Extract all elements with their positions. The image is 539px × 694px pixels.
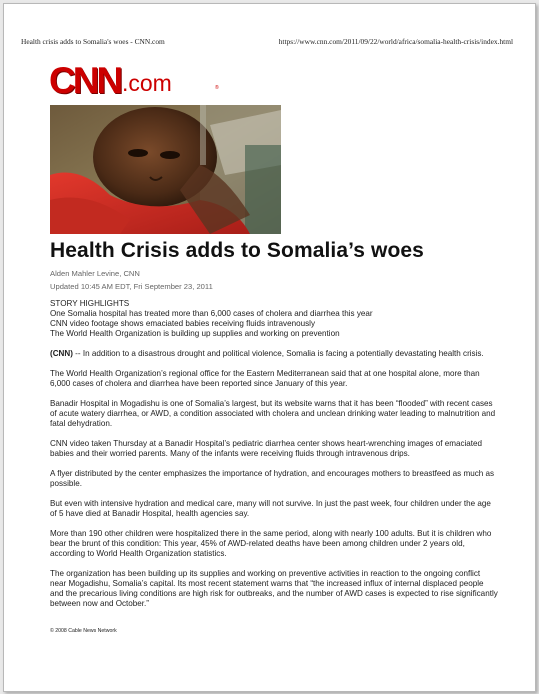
lead-text: -- In addition to a disastrous drought and political violence, Somalia is facing a potentially devastating health crisis. [72,349,484,358]
article-paragraph: Banadir Hospital in Mogadishu is one of Somalia’s largest, but its website warns that it has been “flooded” with recent cases of acute watery diarrhea, or AWD, a condition associated with cholera and unclean drinking water leading to malnutrition and fatal dehydration. [50,399,496,428]
print-header-url: https://www.cnn.com/2011/09/22/world/africa/somalia-health-crisis/index.html [278,37,513,46]
article-byline: Alden Mahler Levine, CNN [50,269,140,278]
article-photo [50,105,281,234]
article-body [50,299,498,619]
document-page [3,3,536,692]
article-updated-timestamp: Updated 10:45 AM EDT, Fri September 23, 2011 [50,282,213,291]
logo-suffix: .com [122,70,172,96]
print-header [21,37,513,49]
article-headline: Health Crisis adds to Somalia’s woes [50,239,424,262]
article-paragraph: But even with intensive hydration and medical care, many will not survive. In just the past week, four children under the age of 5 have died at Banadir Hospital, health agencies say. [50,499,491,518]
story-highlights-list [50,309,498,339]
article-paragraph: More than 190 other children were hospitalized there in the same period, along with nearly 100 adults. But it is children who bear the brunt of this condition: This year, 45% of AWD-related deaths have been among children under 2 years old, according to World Health Organization statistics. [50,529,492,558]
highlight-item: CNN video footage shows emaciated babies receiving fluids intravenously [50,319,315,328]
lead-paragraph [50,349,498,359]
article-paragraph: A flyer distributed by the center emphasizes the importance of hydration, and encourages mothers to breastfeed as much as possible. [50,469,495,488]
article-paragraph: CNN video taken Thursday at a Banadir Hospital’s pediatric diarrhea center shows heart-wrenching images of emaciated babies and their worried parents. Many of the infants were receiving fluids through intravenous drips. [50,439,483,458]
copyright-notice: © 2008 Cable News Network [50,628,117,634]
highlight-item: One Somalia hospital has treated more than 6,000 cases of cholera and diarrhea this year [50,309,373,318]
logo-brand: CNN [49,60,121,101]
print-header-title: Health crisis adds to Somalia's woes - CNN.com [21,37,165,46]
lead-dateline: (CNN) [50,349,73,358]
logo-registered-mark: ® [215,85,219,91]
cnn-logo [49,61,229,101]
article-paragraph: The organization has been building up its supplies and working on preventive activities in reaction to the ongoing conflict near Mogadishu, Somalia’s capital. Its most recent statement warns that “the increased influx of internal displaced people and the precarious living conditions are high risk for outbreaks, and the number of AWD cases is expected to rise significantly between now and October.” [50,569,498,608]
article-paragraph: The World Health Organization’s regional office for the Eastern Mediterranean said that at one hospital alone, more than 6,000 cases of cholera and diarrhea have been reported since January of this year. [50,369,480,388]
highlight-item: The World Health Organization is building up supplies and working on prevention [50,329,340,338]
story-highlights-title: STORY HIGHLIGHTS [50,299,130,308]
photo-child-icon [50,105,281,234]
